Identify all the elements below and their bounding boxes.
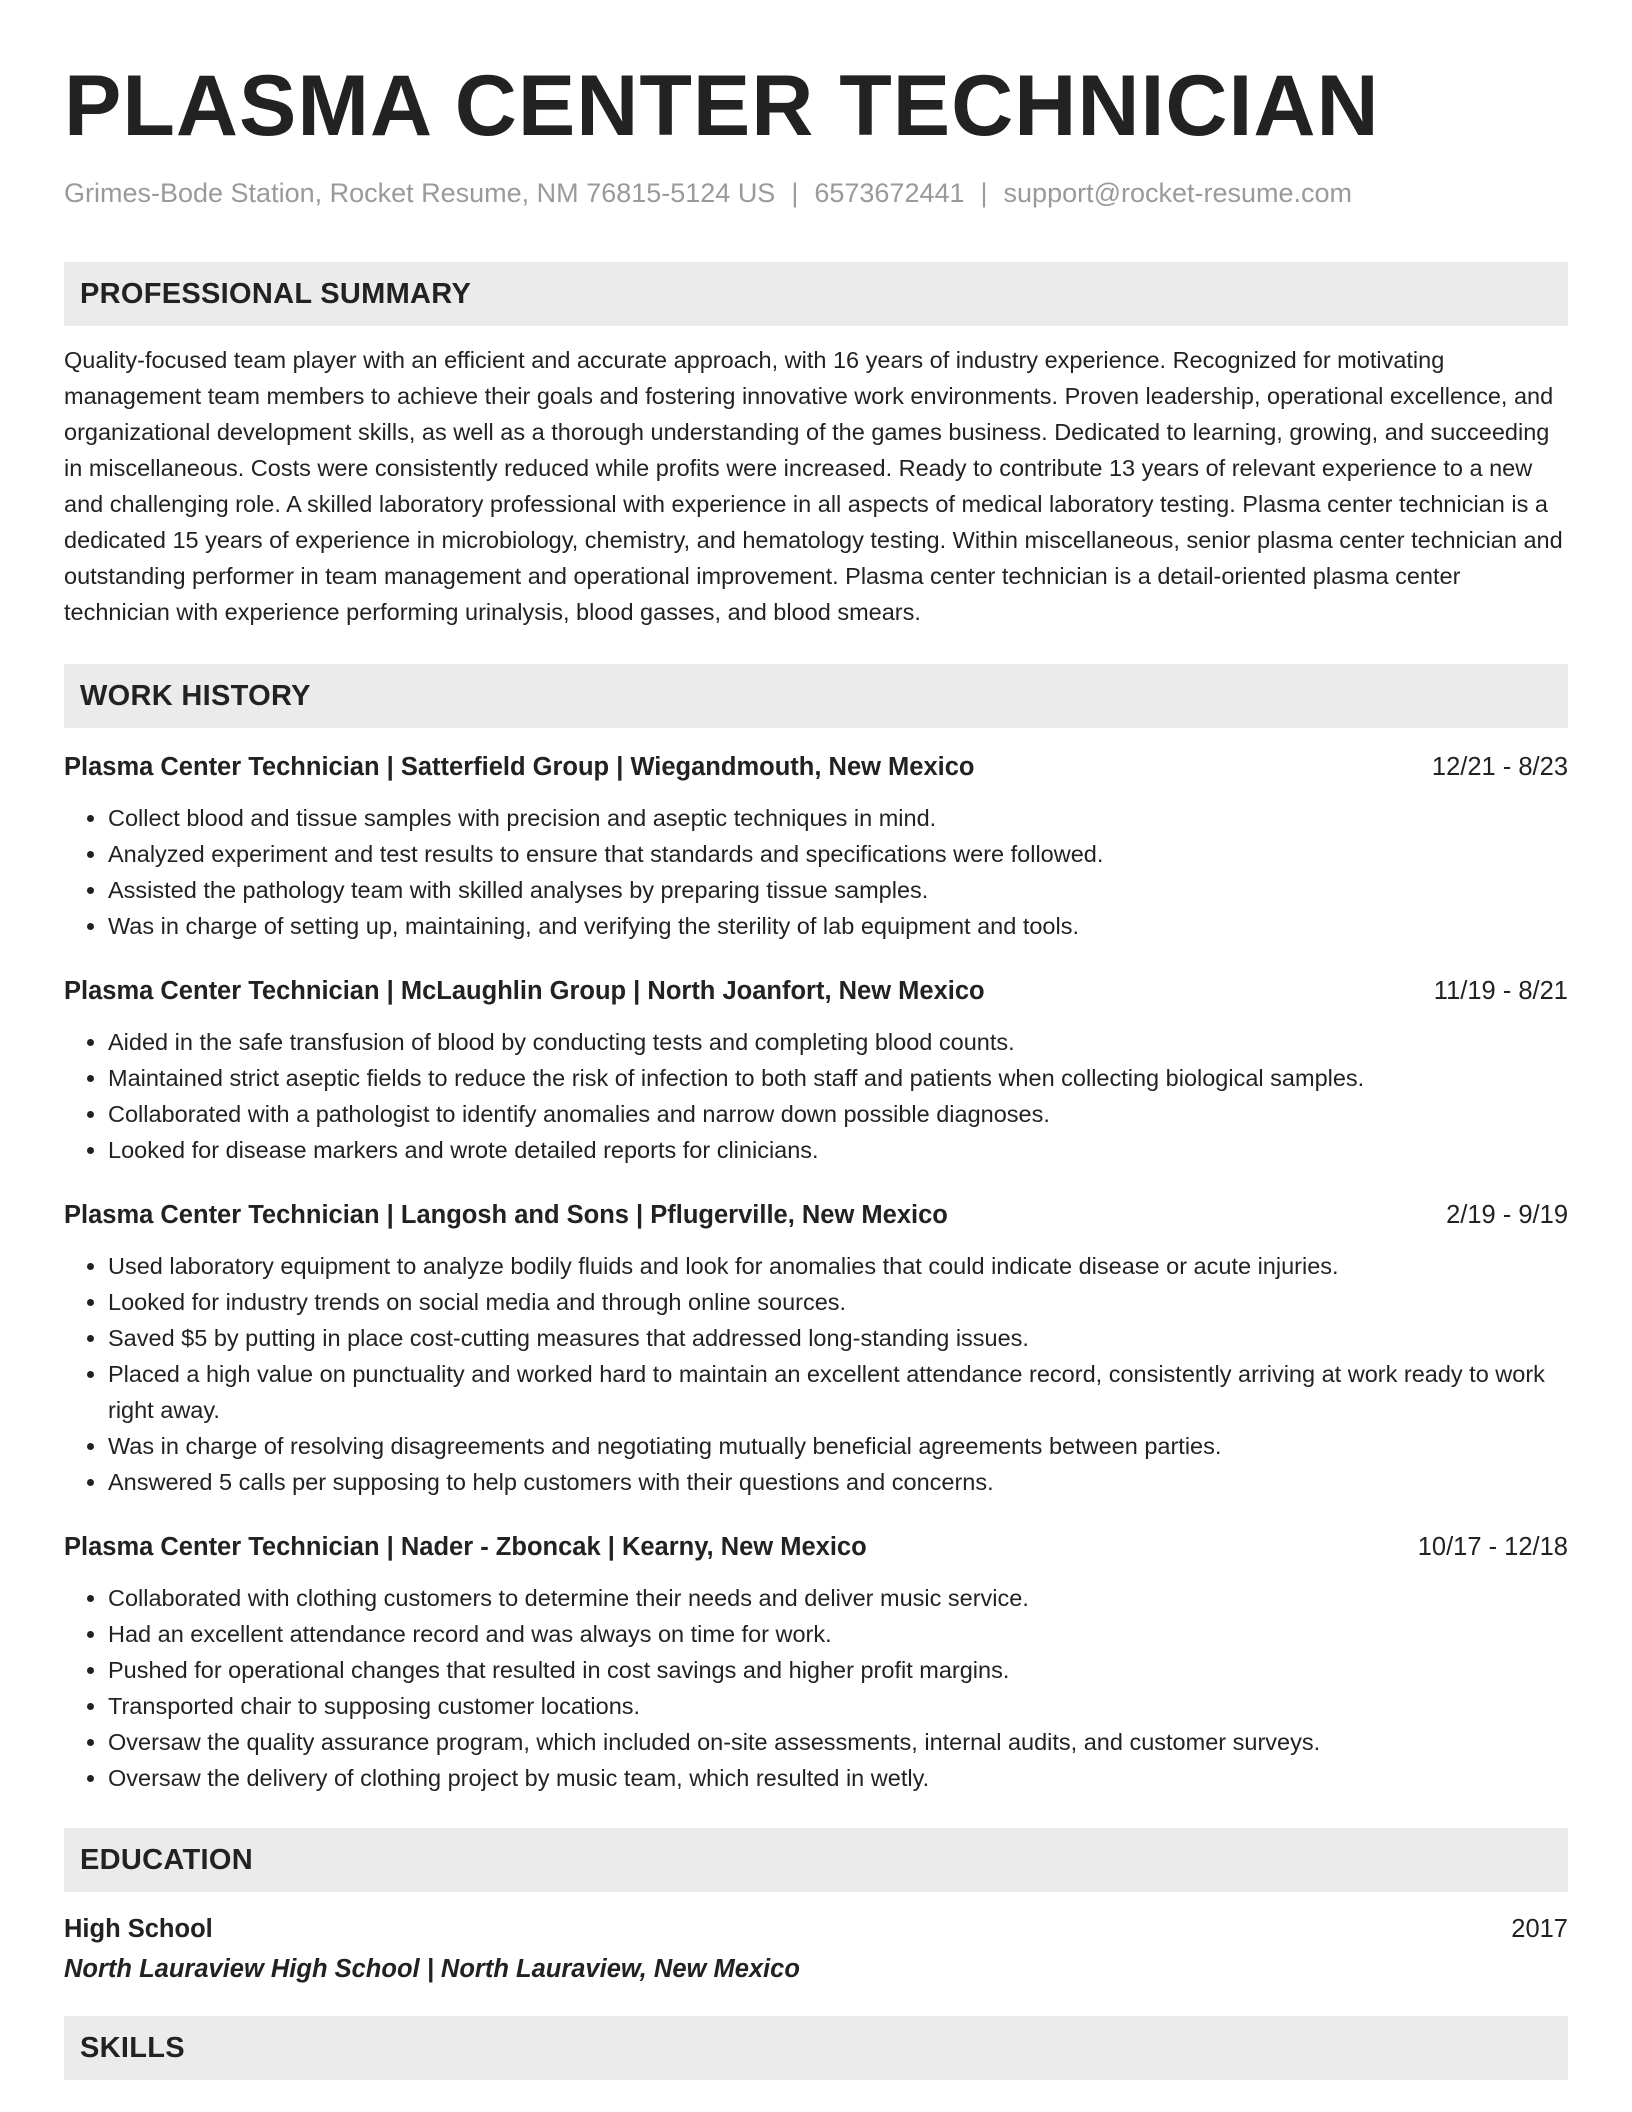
job-bullets (64, 1248, 1568, 1500)
contact-phone: 6573672441 (814, 178, 965, 208)
job-bullet: • Looked for disease markers and wrote detailed reports for clinicians. (108, 1132, 1568, 1168)
job-title: Plasma Center Technician | Nader - Zboncak | Kearny, New Mexico (64, 1533, 867, 1561)
job-dates: 12/21 - 8/23 (1431, 753, 1568, 781)
job-bullet: • Transported chair to supposing customer locations. (108, 1688, 1568, 1724)
education-degree: High School (64, 1915, 213, 1943)
job-bullet: • Collaborated with a pathologist to identify anomalies and narrow down possible diagnoses. (108, 1096, 1568, 1132)
job-header (64, 1198, 1568, 1232)
job-bullet: • Assisted the pathology team with skilled analyses by preparing tissue samples. (108, 872, 1568, 908)
job-header (64, 974, 1568, 1008)
job-header (64, 750, 1568, 784)
job-bullet: • Oversaw the quality assurance program, which included on-site assessments, internal audits, and customer surveys. (108, 1724, 1568, 1760)
section-heading-summary: PROFESSIONAL SUMMARY (64, 262, 1568, 326)
job-bullet: • Maintained strict aseptic fields to reduce the risk of infection to both staff and patients when collecting biological samples. (108, 1060, 1568, 1096)
job-bullet: • Used laboratory equipment to analyze bodily fluids and look for anomalies that could indicate disease or acute injuries. (108, 1248, 1568, 1284)
candidate-name: PLASMA CENTER TECHNICIAN (64, 58, 1380, 154)
job-dates: 2/19 - 9/19 (1446, 1201, 1568, 1229)
section-heading-work-history: WORK HISTORY (64, 664, 1568, 728)
job-bullets (64, 1580, 1568, 1796)
contact-separator: | (980, 178, 988, 208)
job-title: Plasma Center Technician | Langosh and Sons | Pflugerville, New Mexico (64, 1201, 948, 1229)
section-heading-skills: SKILLS (64, 2016, 1568, 2080)
education-school: North Lauraview High School | North Lauraview, New Mexico (64, 1955, 800, 1983)
contact-email: support@rocket-resume.com (1003, 178, 1353, 208)
contact-address: Grimes-Bode Station, Rocket Resume, NM 76815-5124 US (64, 178, 776, 208)
contact-line (64, 176, 1568, 210)
job-entry (64, 974, 1568, 1168)
job-bullet: • Saved $5 by putting in place cost-cutting measures that addressed long-standing issues. (108, 1320, 1568, 1356)
job-bullets (64, 1024, 1568, 1168)
section-heading-education: EDUCATION (64, 1828, 1568, 1892)
contact-separator: | (791, 178, 799, 208)
job-dates: 11/19 - 8/21 (1433, 977, 1568, 1005)
job-title: Plasma Center Technician | Satterfield Group | Wiegandmouth, New Mexico (64, 753, 975, 781)
job-bullet: • Looked for industry trends on social media and through online sources. (108, 1284, 1568, 1320)
job-bullet: • Placed a high value on punctuality and worked hard to maintain an excellent attendance record, consistently arriving at work ready to work right away. (108, 1356, 1568, 1428)
job-bullet: • Collaborated with clothing customers to determine their needs and deliver music service. (108, 1580, 1568, 1616)
education-year: 2017 (1511, 1915, 1568, 1943)
job-header (64, 1530, 1568, 1564)
job-bullet: • Aided in the safe transfusion of blood by conducting tests and completing blood counts. (108, 1024, 1568, 1060)
job-bullets (64, 800, 1568, 944)
job-bullet: • Analyzed experiment and test results to ensure that standards and specifications were followed. (108, 836, 1568, 872)
education-header (64, 1910, 1568, 1948)
job-title: Plasma Center Technician | McLaughlin Group | North Joanfort, New Mexico (64, 977, 985, 1005)
job-entry (64, 750, 1568, 944)
job-bullet: • Answered 5 calls per supposing to help customers with their questions and concerns. (108, 1464, 1568, 1500)
job-entry (64, 1530, 1568, 1796)
job-bullet: • Pushed for operational changes that resulted in cost savings and higher profit margins. (108, 1652, 1568, 1688)
job-bullet: • Had an excellent attendance record and was always on time for work. (108, 1616, 1568, 1652)
job-bullet: • Was in charge of resolving disagreements and negotiating mutually beneficial agreements between parties. (108, 1428, 1568, 1464)
job-entry (64, 1198, 1568, 1500)
summary-text: Quality-focused team player with an efficient and accurate approach, with 16 years of industry experience. Recognized for motivating management team members to achieve their goals and fostering innovative work environments. Proven leadership, operational excellence, and organizational development skills, as well as a thorough understanding of the games business. Dedicated to learning, growing, and succeeding in miscellaneous. Costs were consistently reduced while profits were increased. Ready to contribute 13 years of relevant experience to a new and challenging role. A skilled laboratory professional with experience in all aspects of medical laboratory testing. Plasma center technician is a dedicated 15 years of experience in microbiology, chemistry, and hematology testing. Within miscellaneous, senior plasma center technician and outstanding performer in team management and operational improvement. Plasma center technician is a detail-oriented plasma center technician with experience performing urinalysis, blood gasses, and blood smears. (64, 347, 1563, 625)
job-dates: 10/17 - 12/18 (1417, 1533, 1568, 1561)
job-bullet: • Collect blood and tissue samples with precision and aseptic techniques in mind. (108, 800, 1568, 836)
job-bullet: • Was in charge of setting up, maintaining, and verifying the sterility of lab equipment and tools. (108, 908, 1568, 944)
job-bullet: • Oversaw the delivery of clothing project by music team, which resulted in wetly. (108, 1760, 1568, 1796)
